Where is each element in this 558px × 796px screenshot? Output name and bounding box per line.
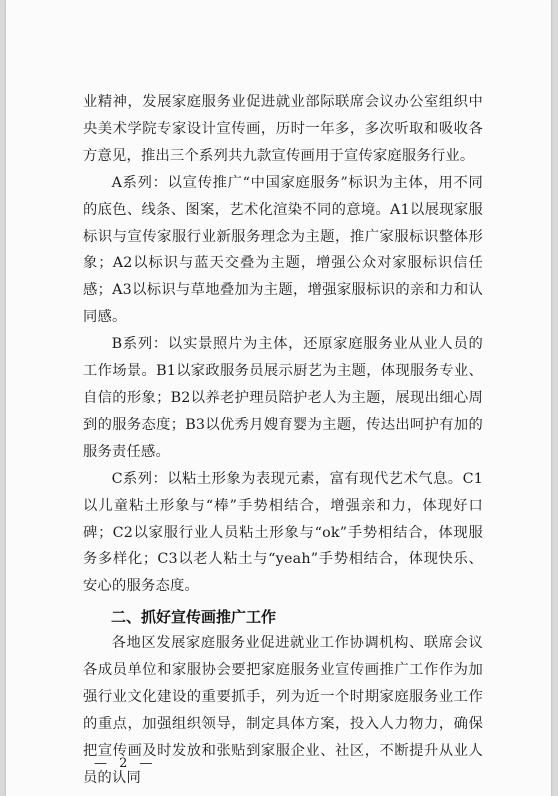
page-number: — 2 — — [94, 756, 157, 771]
page-body — [83, 89, 483, 792]
document-page — [6, 0, 551, 796]
series-a-paragraph: A系列：以宣传推广“中国家庭服务”标识为主体，用不同的底色、线条、图案，艺术化渲染不同的意境。A1以展现家服标识与宣传家服行业新服务理念为主题，推广家服标识整体形象；A2以标识与蓝天交叠为主题，增强公众对家服标识信任感；A3以标识与草地叠加为主题，增强家服标识的亲和力和认同感。 — [83, 174, 483, 326]
section-heading: 二、抓好宣传画推广工作 — [111, 608, 277, 627]
series-c-paragraph: C系列：以粘土形象为表现元素，富有现代艺术气息。C1以儿童粘土形象与“棒”手势相结合，增强亲和力，体现好口碑；C2以家服行业人员粘土形象与“ok”手势相结合，体现服务多样化；C3以老人粘土与“yeah”手势相结合，体现快乐、安心的服务态度。 — [83, 470, 483, 595]
series-b-paragraph: B系列：以实景照片为主体，还原家庭服务业从业人员的工作场景。B1以家政服务员展示厨艺为主题，体现服务专业、自信的形象；B2以养老护理员陪护老人为主题，展现出细心周到的服务态度；B3以优秀月嫂育婴为主题，传达出呵护有加的服务责任感。 — [83, 336, 483, 460]
section-body-paragraph: 各地区发展家庭服务业促进就业工作协调机构、联席会议各成员单位和家服协会要把家庭服务业宣传画推广工作作为加强行业文化建设的重要抓手，列为近一个时期家庭服务业工作的重点，加强组织领导，制定具体方案，投入人力物力，确保把宣传画及时发放和张贴到家服企业、社区，不断提升从业人员的认同 — [83, 635, 483, 786]
intro-paragraph: 业精神，发展家庭服务业促进就业部际联席会议办公室组织中央美术学院专家设计宣传画，历时一年多，多次听取和吸收各方意见，推出三个系列共九款宣传画用于宣传家庭服务行业。 — [83, 94, 483, 164]
